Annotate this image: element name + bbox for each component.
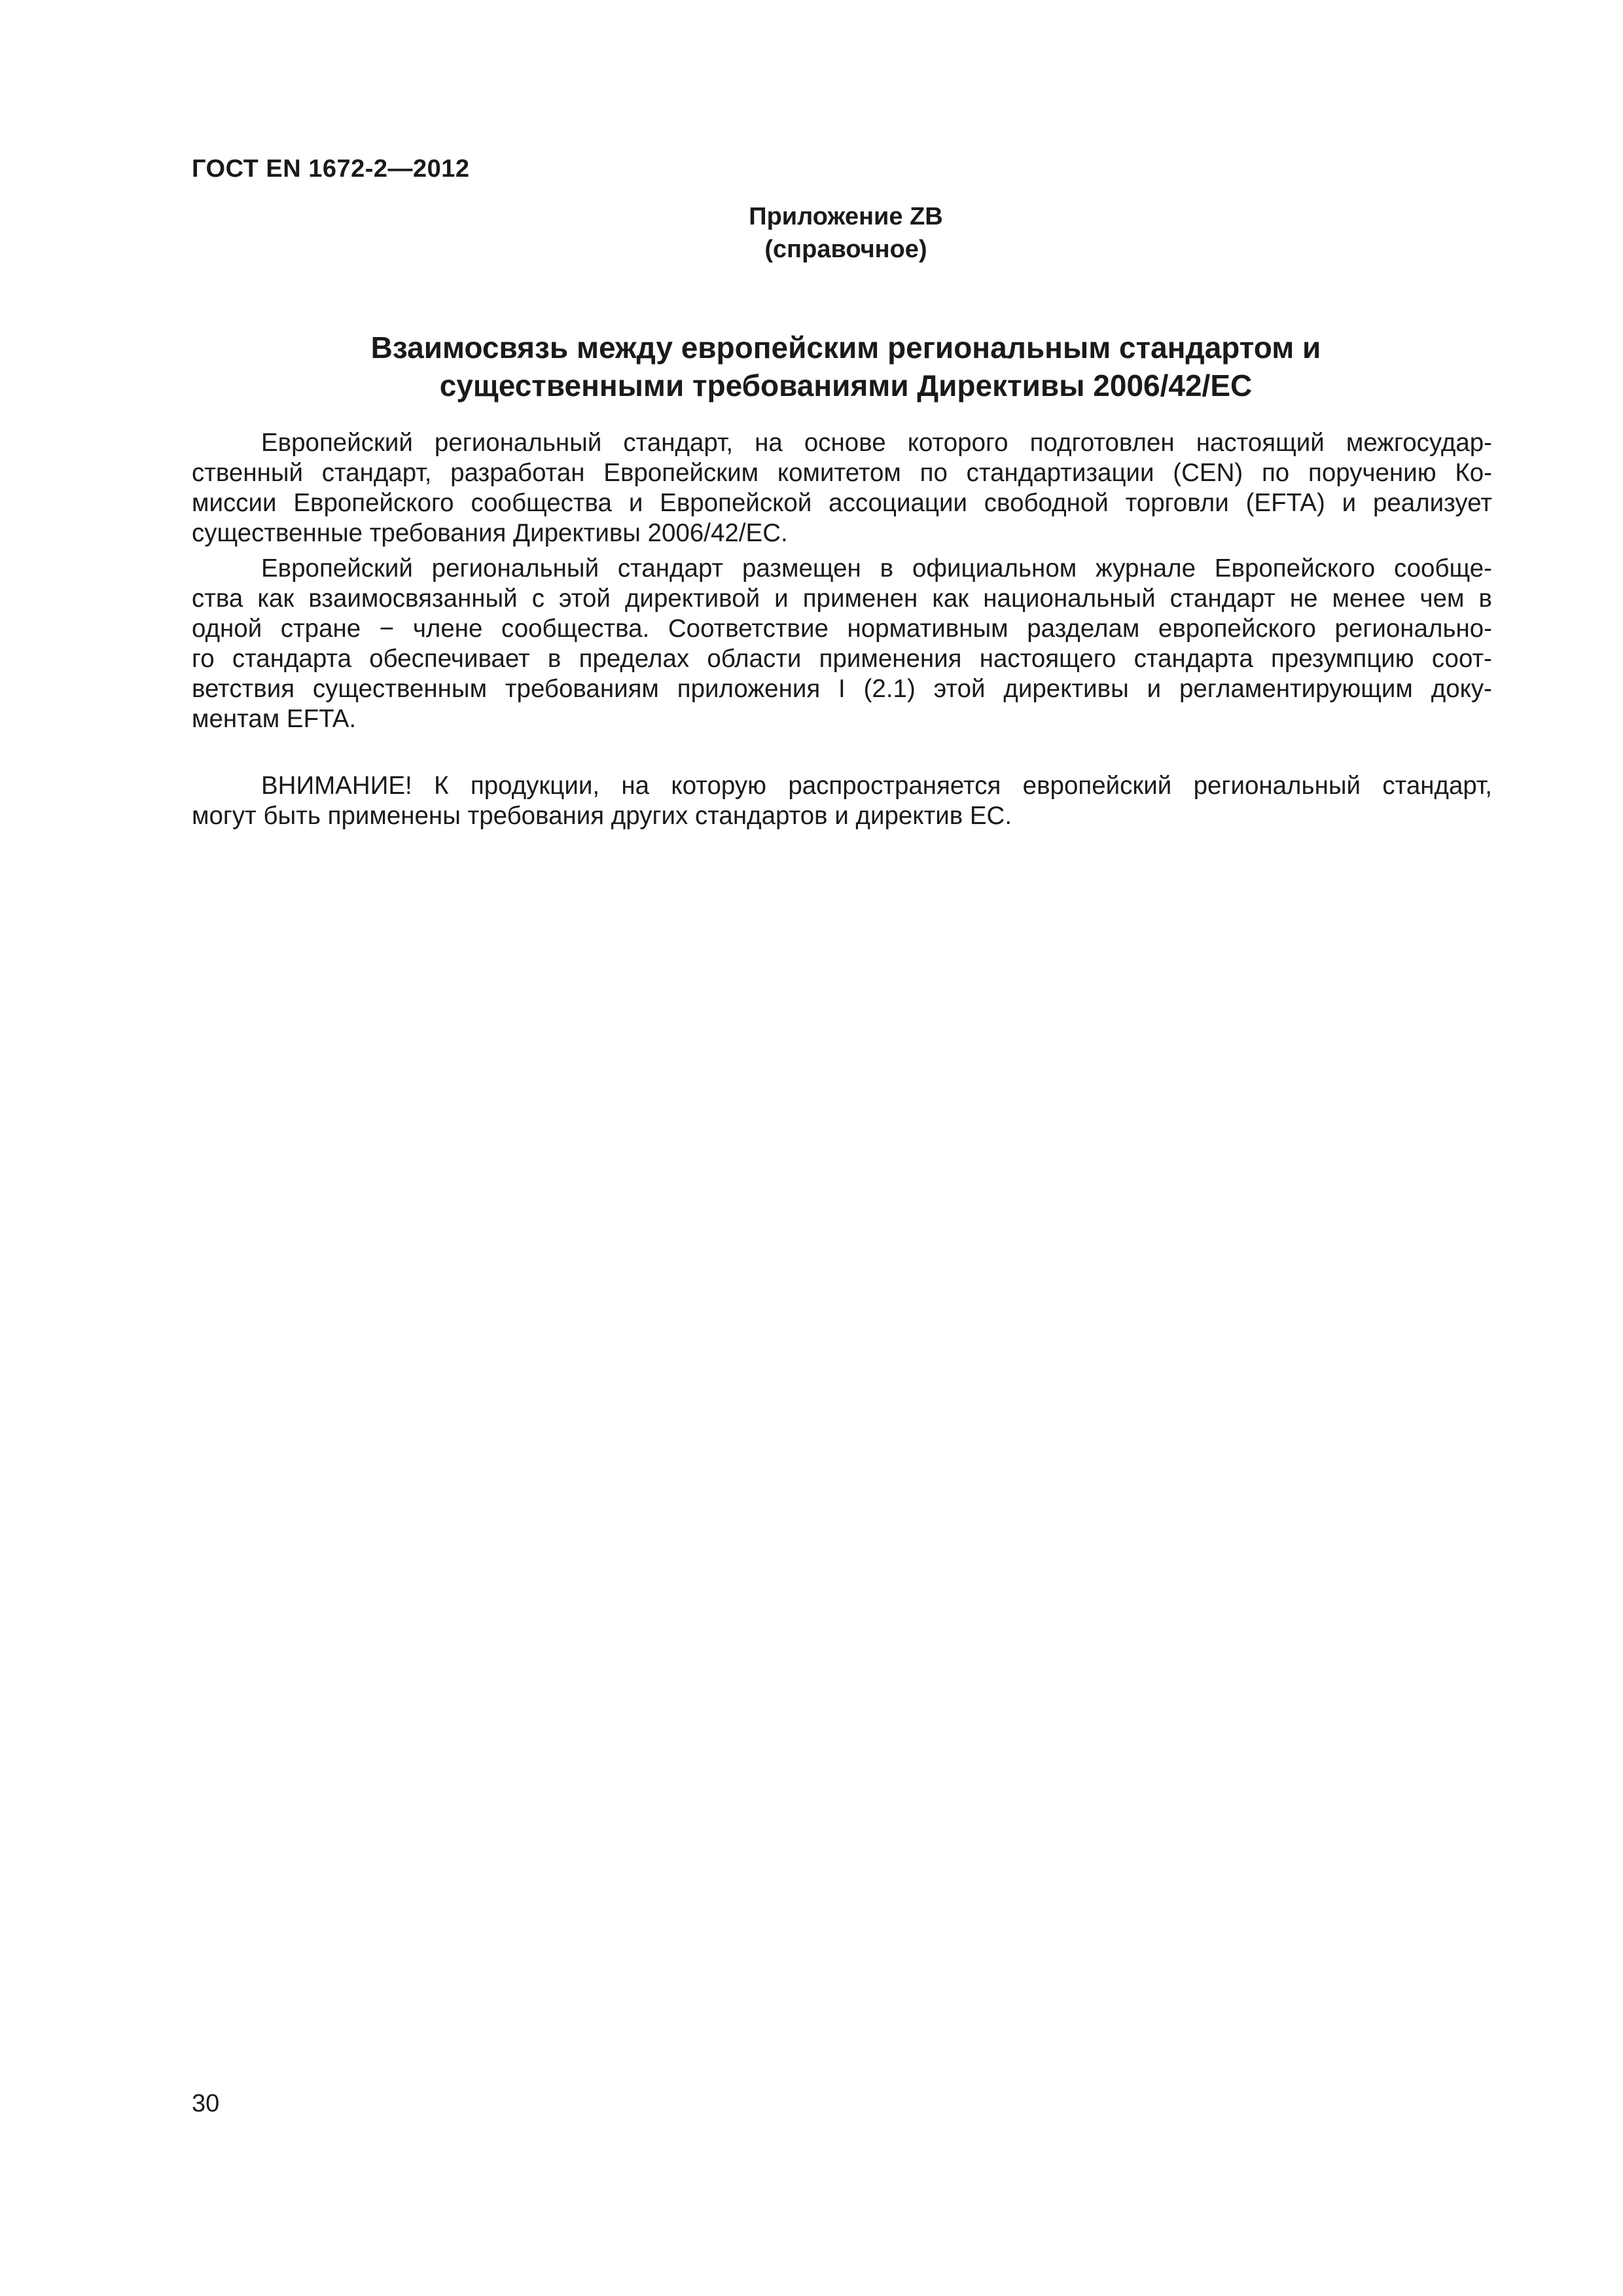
paragraph-line: одной стране − члене сообщества. Соответствие нормативным разделам европейского регионально- [192,615,1492,643]
paragraph-line: ВНИМАНИЕ! К продукции, на которую распространяется европейский региональный стандарт, [261,772,1492,800]
document-code: ГОСТ EN 1672-2—2012 [192,155,470,183]
paragraph-line: ментам EFTA. [192,705,357,733]
paragraph-line: миссии Европейского сообщества и Европейской ассоциации свободной торговли (EFTA) и реализует [192,489,1492,517]
paragraph-line: существенные требования Директивы 2006/42/ЕС. [192,519,788,547]
page-number: 30 [192,2090,220,2117]
paragraph-line: могут быть применены требования других стандартов и директив ЕС. [192,802,1012,830]
paragraph-line: Европейский региональный стандарт размещен в официальном журнале Европейского сообще- [261,554,1492,583]
paragraph-3-notice [192,771,1492,831]
paragraph-line: ства как взаимосвязанный с этой директивой и применен как национальный стандарт не менее чем в [192,584,1492,613]
annex-title-line-2: существенными требованиями Директивы 2006/42/ЕС [439,368,1253,403]
paragraph-line: ственный стандарт, разработан Европейским комитетом по стандартизации (CEN) по поручению Ко- [192,459,1492,487]
annex-title-line-1: Взаимосвязь между европейским региональным стандартом и [370,331,1321,365]
annex-label: Приложение ZB [749,203,943,230]
paragraph-line: ветствия существенным требованиям приложения I (2.1) этой директивы и регламентирующим доку- [192,675,1492,703]
annex-type: (справочное) [764,236,927,263]
paragraph-line: Европейский региональный стандарт, на основе которого подготовлен настоящий межгосудар- [261,429,1492,457]
paragraph-2 [192,554,1492,734]
paragraph-1 [192,428,1492,548]
paragraph-line: го стандарта обеспечивает в пределах области применения настоящего стандарта презумпцию соот- [192,645,1492,673]
